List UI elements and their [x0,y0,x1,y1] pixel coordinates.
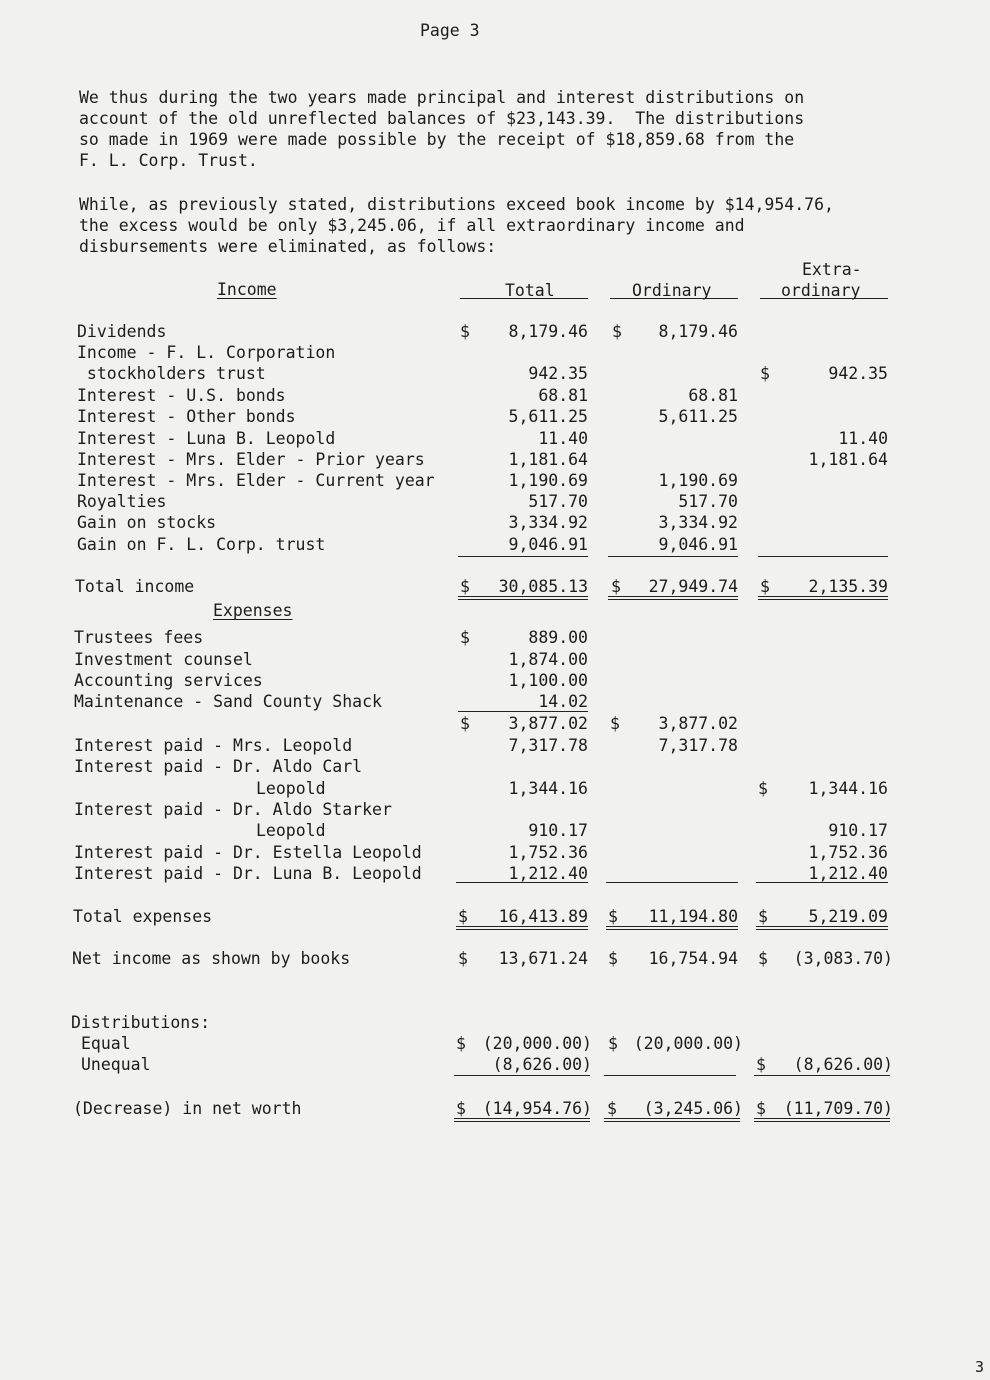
total-income-extra: 2,135.39 [808,577,888,596]
expense-row-total: 7,317.78 [508,736,588,755]
dollar-sign: $ [460,714,470,733]
paragraph-1-line-1: We thus during the two years made principal and interest distributions on [79,88,805,107]
expense-row-total: 889.00 [528,628,588,647]
expense-row-label: Accounting services [74,671,263,690]
dollar-sign: $ [756,1099,766,1118]
expense-row-label: Interest paid - Dr. Luna B. Leopold [74,864,422,883]
distributions-equal-ordinary: (20,000.00) [633,1034,743,1053]
total-expenses-extra: 5,219.09 [808,907,888,926]
total-expenses-total: 16,413.89 [498,907,588,926]
double-rule [754,1121,890,1122]
dollar-sign: $ [458,907,468,926]
distributions-unequal-label: Unequal [81,1055,151,1074]
double-rule [756,929,888,930]
double-rule [606,926,738,927]
paragraph-1-line-2: account of the old unreflected balances of $23,143.39. The distributions [79,109,805,128]
expense-row-ordinary: 7,317.78 [658,736,738,755]
paragraph-2-line-2: the excess would be only $3,245.06, if all extraordinary income and [79,216,745,235]
income-row-label: Gain on F. L. Corp. trust [77,535,326,554]
income-row-label: Interest - Other bonds [77,407,296,426]
double-rule [758,599,888,600]
expense-row-extra: 910.17 [828,821,888,840]
distributions-equal-total: (20,000.00) [482,1034,592,1053]
income-row-label: Interest - U.S. bonds [77,386,286,405]
subtotal-rule [458,711,588,712]
distributions-rule [454,1075,590,1076]
net-income-label: Net income as shown by books [72,949,351,968]
income-row-total: 1,190.69 [508,471,588,490]
income-row-total: 1,181.64 [508,450,588,469]
income-row-ordinary: 5,611.25 [658,407,738,426]
dollar-sign: $ [612,322,622,341]
expense-subtotal-ordinary: 3,877.02 [658,714,738,733]
expense-row-total: 1,100.00 [508,671,588,690]
double-rule [756,926,888,927]
double-rule [456,929,588,930]
income-row-total: 942.35 [528,364,588,383]
dollar-sign: $ [607,1099,617,1118]
double-rule [604,1118,740,1119]
expense-row-label: Interest paid - Mrs. Leopold [74,736,353,755]
income-row-label: stockholders trust [77,364,266,383]
income-row-ordinary: 1,190.69 [658,471,738,490]
income-row-label: Interest - Mrs. Elder - Current year [77,471,435,490]
income-row-extra: 942.35 [828,364,888,383]
ordinary-column-heading: Ordinary [632,281,712,300]
distributions-unequal-total: (8,626.00) [492,1055,592,1074]
double-rule [608,599,738,600]
expense-row-total: 1,874.00 [508,650,588,669]
expense-row-label: Leopold [256,779,326,798]
income-row-ordinary: 9,046.91 [658,535,738,554]
income-heading: Income [217,280,277,299]
distributions-rule [604,1075,736,1076]
dollar-sign: $ [760,364,770,383]
dollar-sign: $ [460,322,470,341]
dollar-sign: $ [758,907,768,926]
net-income-ordinary: 16,754.94 [648,949,738,968]
decrease-extra: (11,709.70) [783,1099,893,1118]
income-row-label: Dividends [77,322,167,341]
income-row-total: 517.70 [528,492,588,511]
paragraph-2-line-3: disbursements were eliminated, as follows: [79,237,497,256]
expense-subtotal-rule [756,882,888,883]
distributions-equal-label: Equal [81,1034,131,1053]
expense-row-label: Leopold [256,821,326,840]
extraordinary-heading-rule [760,298,888,299]
income-subtotal-rule [608,556,738,557]
expense-row-label: Interest paid - Dr. Estella Leopold [74,843,422,862]
decrease-ordinary: (3,245.06) [643,1099,743,1118]
income-row-ordinary: 68.81 [688,386,738,405]
expense-row-total: 1,752.36 [508,843,588,862]
dollar-sign: $ [608,949,618,968]
dollar-sign: $ [611,577,621,596]
dollar-sign: $ [756,1055,766,1074]
income-row-total: 3,334.92 [508,513,588,532]
total-expenses-ordinary: 11,194.80 [648,907,738,926]
double-rule [608,596,738,597]
double-rule [456,926,588,927]
income-subtotal-rule [758,556,888,557]
ordinary-heading-rule [610,298,738,299]
income-row-ordinary: 8,179.46 [658,322,738,341]
income-row-label: Gain on stocks [77,513,217,532]
double-rule [454,1118,590,1119]
income-row-extra: 1,181.64 [808,450,888,469]
dollar-sign: $ [456,1099,466,1118]
dollar-sign: $ [610,714,620,733]
corner-page-number: 3 [974,1358,984,1376]
income-row-label: Royalties [77,492,167,511]
dollar-sign: $ [758,779,768,798]
income-row-ordinary: 3,334.92 [658,513,738,532]
income-row-total: 5,611.25 [508,407,588,426]
income-row-label: Interest - Luna B. Leopold [77,429,336,448]
expense-row-extra: 1,752.36 [808,843,888,862]
income-row-extra: 11.40 [838,429,888,448]
expense-row-label: Interest paid - Dr. Aldo Carl [74,757,363,776]
total-column-heading: Total [505,281,555,300]
extraordinary-heading-line-1: Extra- [802,260,862,279]
paragraph-1-line-3: so made in 1969 were made possible by the receipt of $18,859.68 from the [79,130,795,149]
page-number: Page 3 [420,21,480,40]
distributions-label: Distributions: [71,1013,211,1032]
expense-row-label: Trustees fees [74,628,204,647]
income-row-total: 11.40 [538,429,588,448]
net-income-total: 13,671.24 [498,949,588,968]
expense-row-total: 1,344.16 [508,779,588,798]
paragraph-1-line-4: F. L. Corp. Trust. [79,151,258,170]
decrease-total: (14,954.76) [482,1099,592,1118]
dollar-sign: $ [608,907,618,926]
dollar-sign: $ [460,577,470,596]
total-heading-rule [460,298,588,299]
income-row-total: 9,046.91 [508,535,588,554]
dollar-sign: $ [460,628,470,647]
paragraph-2-line-1: While, as previously stated, distributions exceed book income by $14,954.76, [79,195,834,214]
income-row-label: Income - F. L. Corporation [77,343,336,362]
distributions-rule [754,1075,890,1076]
income-row-total: 8,179.46 [508,322,588,341]
dollar-sign: $ [456,1034,466,1053]
double-rule [754,1118,890,1119]
double-rule [454,1121,590,1122]
expense-subtotal-rule [606,882,738,883]
expense-row-label: Investment counsel [74,650,253,669]
expense-subtotal-rule [456,882,588,883]
expense-row-total: 910.17 [528,821,588,840]
total-income-ordinary: 27,949.74 [648,577,738,596]
double-rule [606,929,738,930]
decrease-label: (Decrease) in net worth [73,1099,302,1118]
total-expenses-label: Total expenses [73,907,213,926]
double-rule [458,599,588,600]
total-income-label: Total income [75,577,195,596]
dollar-sign: $ [458,949,468,968]
double-rule [604,1121,740,1122]
expenses-heading: Expenses [213,601,293,620]
extraordinary-heading-line-2: ordinary [781,281,861,300]
expense-row-total: 1,212.40 [508,864,588,883]
expense-subtotal-total: 3,877.02 [508,714,588,733]
dollar-sign: $ [760,577,770,596]
income-row-total: 68.81 [538,386,588,405]
income-row-ordinary: 517.70 [678,492,738,511]
total-income-total: 30,085.13 [498,577,588,596]
dollar-sign: $ [758,949,768,968]
expense-row-extra: 1,344.16 [808,779,888,798]
expense-row-label: Interest paid - Dr. Aldo Starker [74,800,392,819]
distributions-unequal-extra: (8,626.00) [793,1055,893,1074]
expense-row-total: 14.02 [538,692,588,711]
expense-row-label: Maintenance - Sand County Shack [74,692,382,711]
income-row-label: Interest - Mrs. Elder - Prior years [77,450,425,469]
expense-row-extra: 1,212.40 [808,864,888,883]
income-subtotal-rule [458,556,588,557]
double-rule [758,596,888,597]
double-rule [458,596,588,597]
net-income-extra: (3,083.70) [793,949,893,968]
dollar-sign: $ [608,1034,618,1053]
